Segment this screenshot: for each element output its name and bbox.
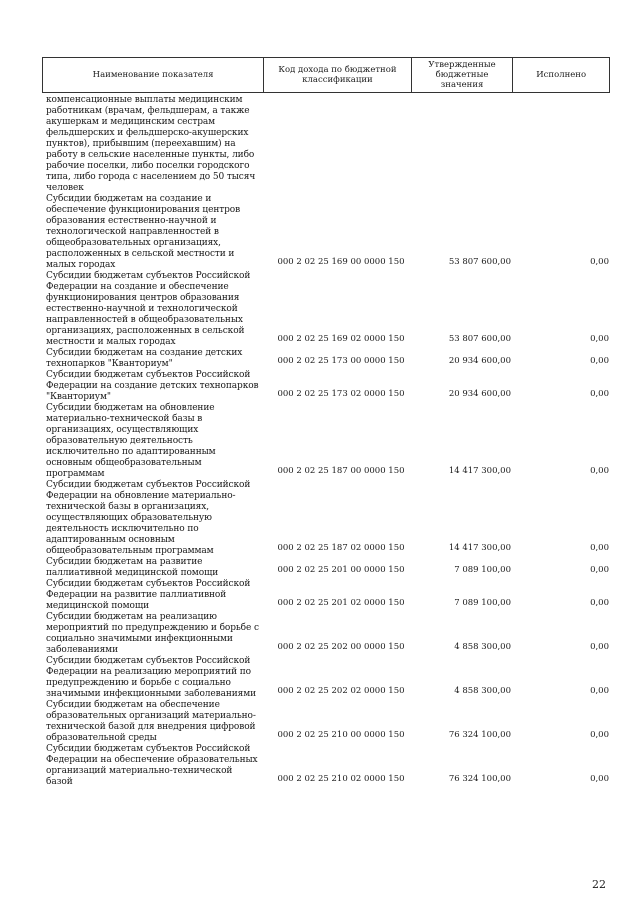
row-executed: 0,00 [590,356,609,366]
row-code: 000 2 02 25 202 02 0000 150 [277,686,405,696]
row-approved: 20 934 600,00 [448,389,511,399]
row-code: 000 2 02 25 202 00 0000 150 [277,642,405,652]
table-row [46,579,612,612]
table-header [42,57,610,93]
row-name: Субсидии бюджетам на создание и обеспечение функционирования центров образования естественно-научной и технологической направленностей в общеобразовательных организациях, расположенных в сельской местности и малых городах [46,194,241,270]
row-executed: 0,00 [590,686,609,696]
table-row [46,194,612,271]
table-row [46,557,612,579]
table-row [46,95,612,194]
row-code: 000 2 02 25 210 02 0000 150 [277,774,405,784]
header-code: Код дохода по бюджетной классификации [264,58,411,92]
row-approved: 53 807 600,00 [448,334,511,344]
row-code: 000 2 02 25 187 00 0000 150 [277,466,405,476]
table-row [46,700,612,744]
row-approved [421,191,511,194]
row-executed: 0,00 [590,543,609,553]
row-executed: 0,00 [590,774,609,784]
row-code: 000 2 02 25 173 00 0000 150 [277,356,405,366]
row-name: компенсационные выплаты медицинским работникам (врачам, фельдшерам, а также акушеркам и медицинским сестрам фельдшерских и фельдшерско-акушерских пунктов), прибывшим (переехавшим) на работу в сельские населенные пункты, либо рабочие поселки, либо поселки городского типа, либо города с населением до 50 тысяч человек [46,95,256,193]
row-name: Субсидии бюджетам на реализацию мероприятий по предупреждению и борьбе с социально значимыми инфекционными заболеваниями [46,612,259,655]
row-executed [511,191,609,194]
row-executed: 0,00 [590,730,609,740]
table-row [46,480,612,557]
row-approved: 7 089 100,00 [454,598,511,608]
table-row [46,348,612,370]
row-name: Субсидии бюджетам субъектов Российской Федерации на реализацию мероприятий по предупреждению и борьбе с социально значимыми инфекционными заболеваниями [46,656,257,699]
row-name: Субсидии бюджетам субъектов Российской Федерации на создание и обеспечение функционирования центров образования естественно-научной и технологической направленностей в общеобразовательных организациях, расположенных в сельской местности и малых городах [46,271,251,347]
row-code [261,191,421,194]
row-approved: 76 324 100,00 [448,774,511,784]
row-name: Субсидии бюджетам субъектов Российской Федерации на обновление материально- технической базы в организациях, осуществляющих образовательную деятельность исключительно по адаптированным основным общеобразовательным программам [46,480,251,556]
row-executed: 0,00 [590,334,609,344]
row-code: 000 2 02 25 201 00 0000 150 [277,565,405,575]
table-row [46,370,612,403]
row-approved: 14 417 300,00 [448,466,511,476]
header-executed: Исполнено [536,70,587,80]
row-name: Субсидии бюджетам на создание детских технопарков "Кванториум" [46,348,243,369]
row-approved: 4 858 300,00 [454,642,511,652]
row-name: Субсидии бюджетам на обеспечение образовательных организаций материально- технической базой для внедрения цифровой образовательной среды [46,700,256,743]
header-approved: Утвержденные бюджетные значения [412,58,514,92]
row-approved: 76 324 100,00 [448,730,511,740]
row-name: Субсидии бюджетам субъектов Российской Федерации на создание детских технопарков "Кванториум" [46,370,259,402]
row-executed: 0,00 [590,257,609,267]
header-name: Наименование показателя [43,58,264,92]
row-approved: 20 934 600,00 [448,356,511,366]
table-row [46,612,612,656]
row-executed: 0,00 [590,565,609,575]
table-body [46,95,612,788]
row-executed: 0,00 [590,598,609,608]
row-name: Субсидии бюджетам субъектов Российской Федерации на развитие паллиативной медицинской помощи [46,579,251,611]
row-approved: 14 417 300,00 [448,543,511,553]
table-row [46,656,612,700]
row-code: 000 2 02 25 201 02 0000 150 [277,598,405,608]
row-code: 000 2 02 25 187 02 0000 150 [277,543,405,553]
row-executed: 0,00 [590,389,609,399]
row-name: Субсидии бюджетам субъектов Российской Федерации на обеспечение образовательных организаций материально-технической базой [46,744,258,787]
row-approved: 53 807 600,00 [448,257,511,267]
row-code: 000 2 02 25 173 02 0000 150 [277,389,405,399]
row-code: 000 2 02 25 210 00 0000 150 [277,730,405,740]
row-code: 000 2 02 25 169 02 0000 150 [277,334,405,344]
row-executed: 0,00 [590,642,609,652]
row-approved: 4 858 300,00 [454,686,511,696]
row-name: Субсидии бюджетам на развитие паллиативной медицинской помощи [46,557,219,578]
row-approved: 7 089 100,00 [454,565,511,575]
row-executed: 0,00 [590,466,609,476]
table-row [46,744,612,788]
row-code: 000 2 02 25 169 00 0000 150 [277,257,405,267]
page-number: 22 [592,878,606,891]
row-name: Субсидии бюджетам на обновление материально-технической базы в организациях, осуществляющих образовательную деятельность исключительно по адаптированным основным общеобразовательным программам [46,403,216,479]
table-row [46,403,612,480]
table-row [46,271,612,348]
